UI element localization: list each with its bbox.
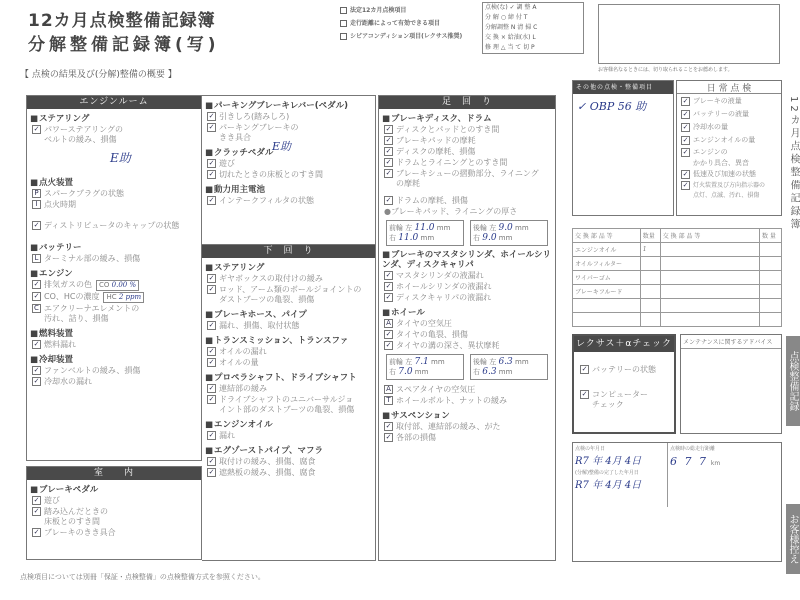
lower-panel: 下 回 り ■ ステアリング ✓ ギヤボックスの取付けの緩み ✓ ロッド、アーム類のボールジョイントの ダストブーツの亀裂、損傷 ■ ブレーキホース、パイプ ✓ 漏れ、損傷、取付状態 ■ トランスミッション、トランスファ ✓ オイルの漏れ ✓ オイルの量 ■ プロペラシャフト、ドライブシャフト ✓ 連結部の緩み ✓ ドライブシャフトのユニバーサルジョ イント部のダストブーツの亀裂、損傷 ■ エンジンオイル ✓ 漏れ ■ エグゾーストパイプ、マフラ ✓ 取付けの緩み、損傷、腐食 ✓ 遮熱板の緩み、損傷、腐食 <box>202 245 376 561</box>
lexus-check-panel: レクサス＋αチェック ✓ バッテリーの状態 ✓ コンピューター チェック <box>572 334 676 434</box>
interior-panel: 室 内 ■ ブレーキペダル ✓ 遊び ✓ 踏み込んだときの 床板とのすき間 ✓ ブレーキのきき具合 <box>26 466 202 560</box>
advice-header: メンテナンスに関するアドバイス <box>681 335 781 349</box>
check-item[interactable]: ✓ 連結部の緩み <box>208 384 267 393</box>
check-item[interactable]: ✓ 取付部、連結部の緩み、がた <box>385 422 501 431</box>
option-legal[interactable]: 法定12カ月点検項目 <box>340 4 478 17</box>
check-item[interactable]: ✓ バッテリーの液量 <box>682 109 749 118</box>
check-item[interactable]: ✓ ホイールシリンダの液漏れ <box>385 282 492 291</box>
table-row <box>573 313 782 327</box>
check-item[interactable]: ✓ ロッド、アーム類のボールジョイントの <box>208 285 362 294</box>
check-item[interactable]: ✓ エンジンオイルの量 <box>682 135 756 144</box>
check-item[interactable]: ✓ 取付けの緩み、損傷、腐食 <box>208 457 316 466</box>
tire-depth-table: 前輪 左 7.1 mm 右 7.0 mm 後輪 左 6.3 mm 右 6.3 mm <box>386 354 552 380</box>
check-item[interactable]: ✓ ブレーキパッドの摩耗 <box>385 136 476 145</box>
check-item[interactable]: ✓ バッテリーの状態 <box>581 365 656 374</box>
title-line-1: 12カ月点検整備記録簿 <box>28 11 216 31</box>
pad-thickness-table: 前輪 左 11.0 mm 右 11.0 mm 後輪 左 9.0 mm 右 9.0 mm <box>386 220 552 246</box>
inspection-type-options <box>340 4 478 56</box>
check-item[interactable]: ✓ インテークフィルタの状態 <box>208 196 315 205</box>
option-mileage[interactable]: 走行距離によって有効できる項目 <box>340 17 478 30</box>
date-panel: 点検の年月日 R7 年 4月 4日 (分解)整備の完了した年月日 R7 年 4月 4日 点検時の総走行距離 6 7 7 km <box>572 442 782 562</box>
check-item[interactable]: ✓ ディスクキャリパの液漏れ <box>385 293 492 302</box>
other-items-panel <box>572 80 674 216</box>
check-item[interactable]: ✓ タイヤの溝の深さ、異状摩耗 <box>385 341 500 350</box>
handwritten-note: ✓ OBP 56 助 <box>577 100 647 113</box>
underbody-panel: 足 回 り ■ ブレーキディスク、ドラム ✓ ディスクとパッドとのすき間 ✓ ブレーキパッドの摩耗 ✓ ディスクの摩耗、損傷 ✓ ドラムとライニングとのすき間 ✓ ブレーキシューの摺動部分、ライニング の摩耗 ✓ ドラムの摩耗、損傷 ●ブレーキパッド、ライニングの厚さ 前輪 左 11.0 mm 右 11.0 mm 後輪 左 9.0 mm 右 9.0 mm ■ ブレーキのマスタシリンダ、ホイールシリンダ、ディスクキャリパ ✓ マスタシリンダの液漏れ ✓ ホイールシリンダの液漏れ ✓ ディスクキャリパの液漏れ ■ ホイール A タイヤの空気圧 ✓ タイヤの亀裂、損傷 ✓ タイヤの溝の深さ、異状摩耗 前輪 左 7.1 mm 右 7.0 mm 後輪 左 6.3 mm 右 6.3 mm A スペアタイヤの空気圧 T ホイールボルト、ナットの緩み ■ サスペンション ✓ 取付部、連結部の緩み、がた ✓ 各部の損傷 <box>378 95 556 561</box>
customer-note-caption: お客様名なるときには、切り取られることをお薦めします。 <box>598 67 733 73</box>
check-item[interactable]: I 点火時期 <box>30 199 198 210</box>
check-item[interactable]: ✓ パワーステアリングの <box>33 125 123 134</box>
check-item[interactable]: ✓ ブレーキのきき具合 <box>33 528 116 537</box>
table-row: ブレーキフルード <box>573 285 782 299</box>
check-item[interactable]: ✓ 漏れ <box>208 431 235 440</box>
lower-header: 下 回 り <box>202 245 375 258</box>
footnote: 点検項目については別冊「保証・点検整備」の点検整備方式を参照ください。 <box>20 573 265 581</box>
check-item[interactable]: ✓ ドライブシャフトのユニバーサルジョ <box>208 395 354 404</box>
table-row: エンジンオイル 1 <box>573 243 782 257</box>
check-item[interactable]: ✓ 遮熱板の緩み、損傷、腐食 <box>208 468 316 477</box>
check-item[interactable]: ✓ ドラムの摩耗、損傷 <box>385 196 468 205</box>
check-item[interactable]: ✓ 漏れ、損傷、取付状態 <box>208 321 300 330</box>
engine-room-header: エンジンルーム <box>27 96 201 109</box>
symbol-legend: 点検(な) ✓ 調 整 A 分 解 ○ 締 付 T 分解調整 N 清 掃 C 交 換 × 給油(水) L 修 理 △ 当 て 切 P <box>482 2 584 54</box>
check-item[interactable]: ✓ コンピューター <box>581 390 648 399</box>
check-item[interactable]: ✓ CO、HCの濃度 HC 2 ppm <box>30 291 198 303</box>
table-row: ワイパーゴム <box>573 271 782 285</box>
check-item[interactable]: ✓ ファンベルトの緩み、損傷 <box>33 366 141 375</box>
check-item[interactable]: L ターミナル部の緩み、損傷 <box>30 253 198 264</box>
check-item[interactable]: ✓ タイヤの亀裂、損傷 <box>385 330 468 339</box>
table-row: オイルフィルター <box>573 257 782 271</box>
completion-date: R7 年 4月 4日 <box>575 480 642 491</box>
check-item[interactable]: ✓ 冷却水の漏れ <box>33 377 92 386</box>
other-items-header: その他の点検・整備項目 <box>573 81 673 94</box>
check-item[interactable]: ✓ ディストリビュータのキャップの状態 <box>33 221 180 230</box>
checkbox-icon <box>340 7 347 14</box>
inspection-date: R7 年 4月 4日 <box>575 456 642 467</box>
check-item[interactable]: ✓ 切れたときの床板とのすき間 <box>208 170 323 179</box>
advice-panel <box>680 334 782 434</box>
check-item[interactable]: ✓ 遊び <box>208 159 235 168</box>
check-item[interactable]: T ホイールボルト、ナットの緩み <box>382 395 552 406</box>
engine-room-panel: エンジンルーム ■ ステアリング ✓ パワーステアリングの ベルトの緩み、損傷 E助 ■ 点火装置 P スパークプラグの状態 I 点火時期 ✓ ディストリビュータのキャップの状態 ■ バッテリー L ターミナル部の緩み、損傷 ■ エンジン ✓ 排気ガスの色 CO 0.00 % ✓ CO、HCの濃度 HC 2 ppm C エアクリーナエレメントの 汚れ、詰り、損傷 ■ 燃料装置 ✓ 燃料漏れ ■ 冷却装置 ✓ ファンベルトの緩み、損傷 ✓ 冷却水の漏れ <box>26 95 202 461</box>
co-measure: CO 0.00 % <box>96 280 139 291</box>
title-line-2: 分解整備記録簿(写) <box>28 35 220 55</box>
check-item[interactable]: ✓ ギヤボックスの取付けの緩み <box>208 274 323 283</box>
daily-check-panel: 日 常 点 検 ✓ ブレーキの液量 ✓ バッテリーの液量 ✓ 冷却水の量 ✓ エンジンオイルの量 ✓ エンジンの かかり具合、異音 ✓ 低速及び加速の状態 ✓ 灯火装置及び方向指示器の 点灯、点滅、汚れ、損傷 <box>676 80 782 216</box>
handwritten-note: E助 <box>110 151 131 165</box>
check-item[interactable]: ✓ 燃料漏れ <box>33 340 76 349</box>
underbody-header: 足 回 り <box>379 96 555 109</box>
side-tab-record: 点検整備記録 <box>786 336 800 426</box>
check-item[interactable]: ✓ 冷却水の量 <box>682 122 728 131</box>
customer-note-box <box>598 4 780 64</box>
lexus-check-header: レクサス＋αチェック <box>574 336 674 352</box>
hc-measure: HC 2 ppm <box>103 292 144 303</box>
check-item[interactable]: ✓ ディスクの摩耗、損傷 <box>385 147 476 156</box>
check-item[interactable]: ✓ パーキングブレーキの <box>208 123 299 132</box>
upper-middle-panel: ■ パーキングブレーキレバー(ペダル) ✓ 引きしろ(踏みしろ) ✓ パーキングブレーキの きき具合 E助 ■ クラッチペダル ✓ 遊び ✓ 切れたときの床板とのすき間 ■ 動力用主電池 ✓ インテークフィルタの状態 <box>202 95 376 245</box>
check-item[interactable]: ✓ ブレーキの液量 <box>682 96 742 105</box>
check-item[interactable]: ✓ 踏み込んだときの <box>33 507 108 516</box>
handwritten-note: E助 <box>272 140 292 153</box>
check-item[interactable]: C エアクリーナエレメントの <box>30 303 198 314</box>
check-item[interactable]: ✓ 各部の損傷 <box>385 433 436 442</box>
check-item[interactable]: ✓ オイルの漏れ <box>208 347 267 356</box>
check-item[interactable]: ✓ ディスクとパッドとのすき間 <box>385 125 500 134</box>
daily-check-header: 日 常 点 検 <box>677 81 781 94</box>
side-tab-customer: お客様控え <box>786 504 800 574</box>
check-item[interactable]: ✓ 引きしろ(踏みしろ) <box>208 112 290 121</box>
pad-thickness-label: ●ブレーキパッド、ライニングの厚さ <box>384 207 518 216</box>
side-vertical-title: 12カ月点検整備記録簿 <box>788 96 799 232</box>
check-item[interactable]: ✓ 排気ガスの色 CO 0.00 % <box>30 279 198 291</box>
check-item[interactable]: ✓ マスタシリンダの液漏れ <box>385 271 484 280</box>
check-item[interactable]: ✓ オイルの量 <box>208 358 259 367</box>
table-row <box>573 299 782 313</box>
check-item[interactable]: ✓ 遊び <box>33 496 60 505</box>
checkbox-icon <box>340 33 347 40</box>
check-item[interactable]: ✓ ドラムとライニングとのすき間 <box>385 158 508 167</box>
odometer-value: 6 7 7 <box>670 455 708 468</box>
section-title: 【 点検の結果及び(分解)整備の概要 】 <box>20 70 177 80</box>
option-severe[interactable]: シビアコンディション項目(レクサス推奨) <box>340 30 478 43</box>
check-item[interactable]: ✓ エンジンの <box>682 147 728 156</box>
check-item[interactable]: ✓ 灯火装置及び方向指示器の <box>682 181 766 189</box>
check-item[interactable]: ✓ 低速及び加速の状態 <box>682 169 756 178</box>
check-item[interactable]: A タイヤの空気圧 <box>382 318 552 329</box>
check-item[interactable]: ✓ ブレーキシューの摺動部分、ライニング <box>385 169 539 178</box>
checkbox-icon <box>340 20 347 27</box>
parts-table: 交 換 部 品 等 数量 交 換 部 品 等 数 量 エンジンオイル 1 オイルフィルター ワイパーゴム ブレーキフルード <box>572 228 782 327</box>
check-item[interactable]: A スペアタイヤの空気圧 <box>382 384 552 395</box>
check-item[interactable]: P スパークプラグの状態 <box>30 188 198 199</box>
interior-header: 室 内 <box>27 467 201 480</box>
